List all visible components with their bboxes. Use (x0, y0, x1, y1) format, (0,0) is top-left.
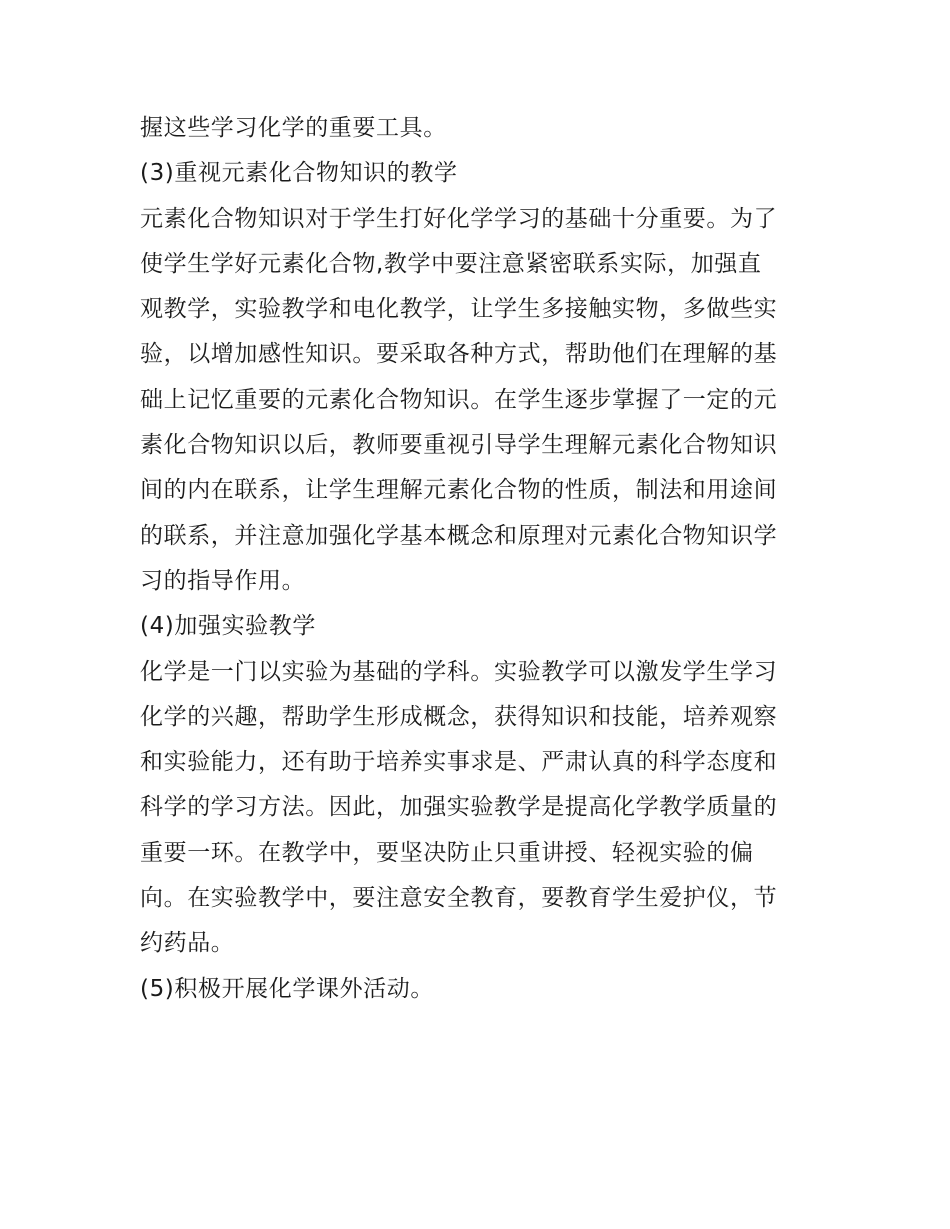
text-line: 习的指导作用。 (140, 567, 306, 594)
section-heading: (3)重视元素化合物知识的教学 (140, 160, 458, 187)
text-line: 础上记忆重要的元素化合物知识。在学生逐步掌握了一定的元 (140, 386, 778, 413)
text-line: 元素化合物知识对于学生打好化学学习的基础十分重要。为了 (140, 205, 778, 232)
text-line: 的联系，并注意加强化学基本概念和原理对元素化合物知识学 (140, 522, 778, 549)
text-line: 素化合物知识以后，教师要重视引导学生理解元素化合物知识 (140, 432, 778, 459)
text-line: 科学的学习方法。因此，加强实验教学是提高化学教学质量的 (140, 794, 778, 821)
text-line: 握这些学习化学的重要工具。 (140, 115, 447, 141)
text-line: 使学生学好元素化合物,教学中要注意紧密联系实际，加强直 (140, 250, 762, 277)
text-line: 向。在实验教学中，要注意安全教育，要教育学生爱护仪，节 (140, 885, 778, 912)
text-line: 化学的兴趣，帮助学生形成概念，获得知识和技能，培养观察 (140, 703, 778, 730)
body-text (140, 106, 820, 1012)
text-line: 化学是一门以实验为基础的学科。实验教学可以激发学生学习 (140, 658, 778, 685)
text-line: 验，以增加感性知识。要采取各种方式，帮助他们在理解的基 (140, 341, 778, 368)
text-line: 和实验能力，还有助于培养实事求是、严肃认真的科学态度和 (140, 749, 778, 776)
text-line: 观教学，实验教学和电化教学，让学生多接触实物，多做些实 (140, 296, 778, 323)
text-line: 间的内在联系，让学生理解元素化合物的性质，制法和用途间 (140, 477, 778, 504)
section-heading: (5)积极开展化学课外活动。 (140, 975, 434, 1002)
text-line: 约药品。 (140, 930, 235, 957)
text-line: 重要一环。在教学中，要坚决防止只重讲授、轻视实验的偏 (140, 839, 754, 866)
section-heading: (4)加强实验教学 (140, 613, 316, 640)
